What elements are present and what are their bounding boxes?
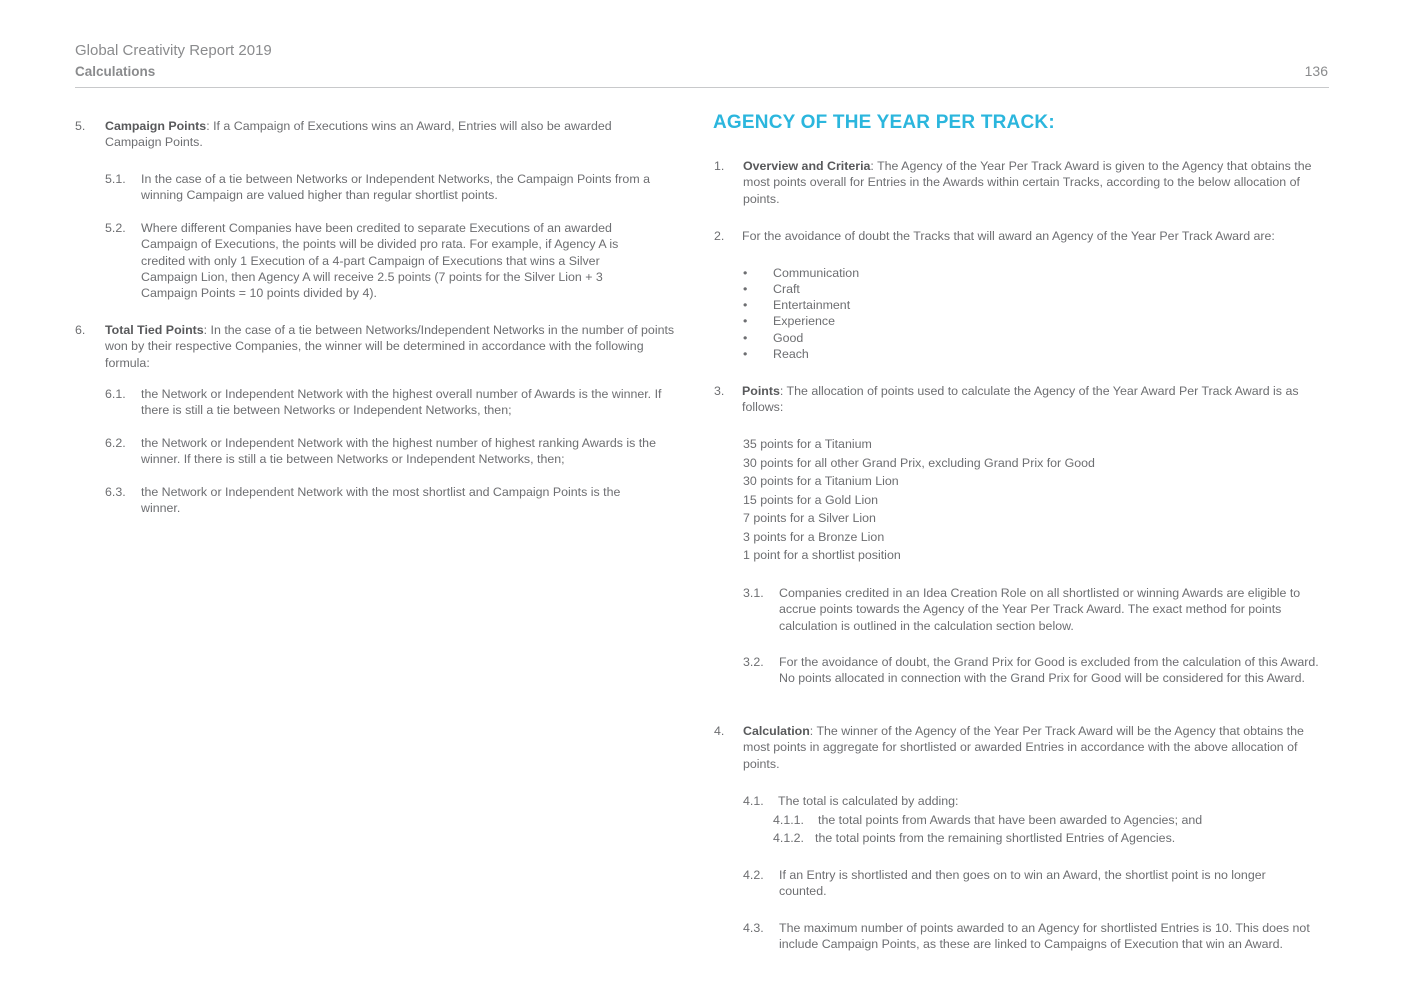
sub-item-number: 5.2.: [105, 221, 126, 235]
item-text: : The Agency of the Year Per Track Award is given to the Agency that obtains the most points overall for Entries in the Awards within certain Tracks, according to the below allocation of points.: [743, 159, 1312, 206]
report-title: Global Creativity Report 2019: [75, 42, 272, 59]
bullet-icon: •: [743, 266, 748, 280]
item-number: 6.: [75, 323, 86, 337]
bullet-icon: •: [743, 314, 748, 328]
sub-item-text: The total is calculated by adding:: [778, 794, 959, 808]
points-line: 30 points for a Titanium Lion: [743, 474, 899, 488]
points-line: 3 points for a Bronze Lion: [743, 530, 885, 544]
points-line: 7 points for a Silver Lion: [743, 511, 876, 525]
item-number: 4.: [714, 724, 725, 738]
sub-item-text: The maximum number of points awarded to an Agency for shortlisted Entries is 10. This does not include Campaign Points, as these are linked to Campaigns of Execution that win an Award.: [779, 921, 1310, 952]
track-name: Entertainment: [773, 298, 851, 312]
sub-item-number: 4.3.: [743, 921, 764, 935]
item-text: : In the case of a tie between Networks/Independent Networks in the number of points won by their respective Companies, the winner will be determined in accordance with the following formula:: [105, 323, 675, 370]
sub-item-text: the total points from the remaining shortlisted Entries of Agencies.: [815, 831, 1176, 845]
item-term: Total Tied Points: [105, 323, 204, 337]
sub-item-text: For the avoidance of doubt, the Grand Prix for Good is excluded from the calculation of this Award. No points allocated in connection with the Grand Prix for Good will be considered for this Award.: [779, 655, 1319, 686]
bullet-icon: •: [743, 298, 748, 312]
item-text: : The winner of the Agency of the Year Per Track Award will be the Agency that obtains the most points in aggregate for shortlisted or awarded Entries in accordance with the above allocation of points.: [743, 724, 1304, 771]
item-term: Points: [742, 384, 780, 398]
sub-item-text: Where different Companies have been credited to separate Executions of an awarded Campaign of Executions, the points will be divided pro rata. For example, if Agency A is credited with only 1 Execution of a 4-part Campaign of Executions that wins a Silver Campaign Lion, then Agency A will receive 2.5 points (7 points for the Silver Lion + 3 Campaign Points = 10 points divided by 4).: [141, 221, 619, 301]
sub-item-text: the total points from Awards that have been awarded to Agencies; and: [818, 813, 1203, 827]
sub-item-number: 6.2.: [105, 436, 126, 450]
sub-item-text: the Network or Independent Network with the most shortlist and Campaign Points is the winner.: [141, 485, 621, 516]
sub-item-number: 4.2.: [743, 868, 764, 882]
page-number: 136: [1304, 63, 1328, 79]
bullet-icon: •: [743, 331, 748, 345]
sub-item-text: In the case of a tie between Networks or Independent Networks, the Campaign Points from a winning Campaign are valued higher than regular shortlist points.: [141, 172, 650, 203]
sub-item-number: 4.1.: [743, 794, 764, 808]
track-name: Communication: [773, 266, 860, 280]
item-text: : If a Campaign of Executions wins an Award, Entries will also be awarded Campaign Points.: [105, 119, 612, 150]
section-title: Calculations: [75, 64, 156, 79]
sub-item-number: 6.1.: [105, 387, 126, 401]
item-term: Calculation: [743, 724, 810, 738]
track-name: Experience: [773, 314, 835, 328]
header-divider: [75, 87, 1329, 88]
item-body: [742, 383, 1334, 416]
item-body: [105, 322, 680, 371]
item-body: [743, 158, 1328, 207]
sub-item-number: 6.3.: [105, 485, 126, 499]
item-number: 5.: [75, 119, 86, 133]
item-text: : The allocation of points used to calculate the Agency of the Year Award Per Track Award is as follows:: [742, 384, 1299, 415]
section-heading: AGENCY OF THE YEAR PER TRACK:: [713, 112, 1055, 133]
sub-item-number: 5.1.: [105, 172, 126, 186]
item-body: [743, 723, 1328, 772]
item-term: Campaign Points: [105, 119, 207, 133]
sub-item-number: 3.1.: [743, 586, 764, 600]
item-term: Overview and Criteria: [743, 159, 871, 173]
sub-item-text: the Network or Independent Network with the highest overall number of Awards is the winner. If there is still a tie between Networks or Independent Networks, then;: [141, 387, 662, 418]
points-line: 35 points for a Titanium: [743, 437, 872, 451]
track-name: Good: [773, 331, 804, 345]
item-body: [105, 118, 665, 151]
sub-item-number: 4.1.2.: [773, 831, 805, 845]
sub-item-text: If an Entry is shortlisted and then goes on to win an Award, the shortlist point is no longer counted.: [779, 868, 1266, 899]
points-line: 30 points for all other Grand Prix, excluding Grand Prix for Good: [743, 456, 1095, 470]
sub-item-text: the Network or Independent Network with the highest number of highest ranking Awards is the winner. If there is still a tie between Networks or Independent Networks, then;: [141, 436, 656, 467]
bullet-icon: •: [743, 347, 748, 361]
bullet-icon: •: [743, 282, 748, 296]
points-line: 15 points for a Gold Lion: [743, 493, 879, 507]
item-number: 3.: [714, 384, 725, 398]
item-text: For the avoidance of doubt the Tracks that will award an Agency of the Year Per Track Award are:: [742, 229, 1275, 243]
sub-item-number: 4.1.1.: [773, 813, 805, 827]
track-name: Reach: [773, 347, 809, 361]
sub-item-number: 3.2.: [743, 655, 764, 669]
item-number: 1.: [714, 159, 725, 173]
points-line: 1 point for a shortlist position: [743, 548, 901, 562]
track-name: Craft: [773, 282, 800, 296]
sub-item-text: Companies credited in an Idea Creation Role on all shortlisted or winning Awards are eligible to accrue points towards the Agency of the Year Per Track Award. The exact method for points calculation is outlined in the calculation section below.: [779, 586, 1301, 633]
item-number: 2.: [714, 229, 725, 243]
